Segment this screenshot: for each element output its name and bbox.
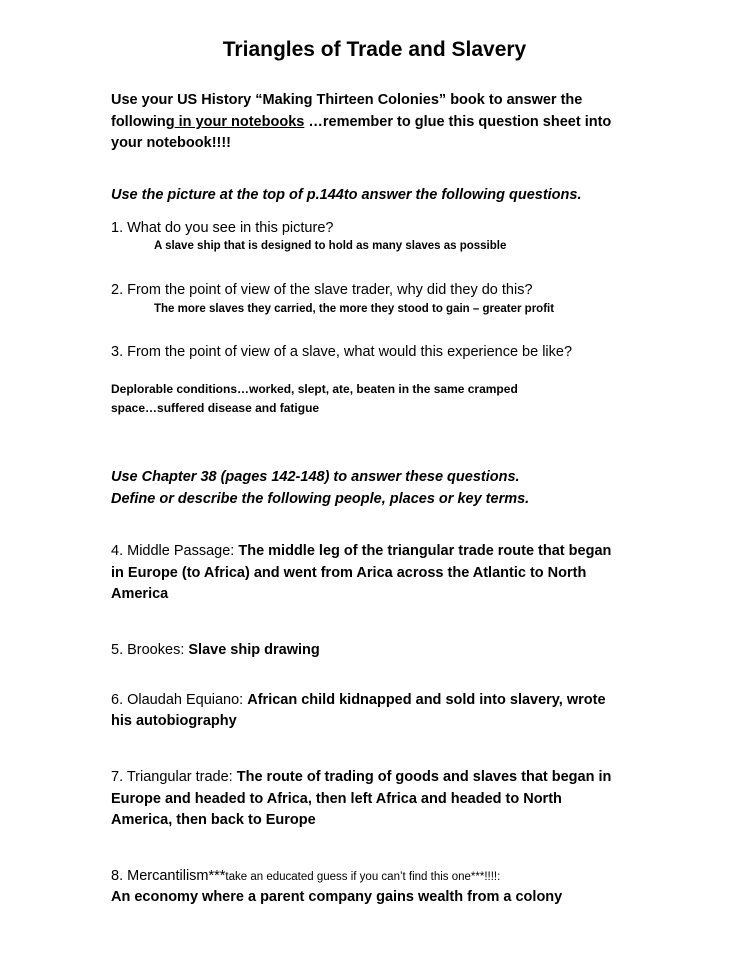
term-6-definition-line-1: African child kidnapped and sold into slavery, wrote <box>247 692 606 708</box>
intro-line-2-pre: following <box>111 114 175 130</box>
section2-heading-line-1: Use Chapter 38 (pages 142-148) to answer these questions. <box>111 469 520 485</box>
term-6-label: 6. Olaudah Equiano: <box>111 692 248 708</box>
term-5-label: 5. Brookes: <box>111 642 189 658</box>
intro-line-2 <box>111 114 611 130</box>
term-4-definition-line-2: in Europe (to Africa) and went from Arica across the Atlantic to North <box>111 565 587 581</box>
term-6 <box>111 692 606 708</box>
term-7 <box>111 769 611 785</box>
term-6-definition-line-2: his autobiography <box>111 713 237 729</box>
question-1: 1. What do you see in this picture? <box>111 220 334 236</box>
term-4-definition-line-1: The middle leg of the triangular trade route that began <box>238 543 612 559</box>
answer-3-line-2: space…suffered disease and fatigue <box>111 401 320 415</box>
term-4 <box>111 543 611 559</box>
term-7-definition-line-2: Europe and headed to Africa, then left Africa and headed to North <box>111 791 562 807</box>
term-8 <box>111 868 500 884</box>
term-7-label: 7. Triangular trade: <box>111 769 237 785</box>
term-8-note: take an educated guess if you can’t find this one***!!!!: <box>225 871 501 883</box>
question-2: 2. From the point of view of the slave trader, why did they do this? <box>111 282 533 298</box>
intro-underlined-phrase: in your notebooks <box>174 114 305 130</box>
answer-2: The more slaves they carried, the more they stood to gain – greater profit <box>154 303 555 315</box>
question-3: 3. From the point of view of a slave, what would this experience be like? <box>111 344 573 360</box>
intro-line-3: your notebook!!!! <box>111 135 232 151</box>
term-4-definition-line-3: America <box>111 586 169 602</box>
intro-line-2-post: …remember to glue this question sheet into <box>304 114 612 130</box>
answer-3-line-1: Deplorable conditions…worked, slept, ate, beaten in the same cramped <box>111 382 518 396</box>
answer-1: A slave ship that is designed to hold as many slaves as possible <box>154 240 507 252</box>
term-4-label: 4. Middle Passage: <box>111 543 239 559</box>
term-7-definition-line-1: The route of trading of goods and slaves that began in <box>236 769 612 785</box>
term-5-definition: Slave ship drawing <box>188 642 320 658</box>
section1-heading: Use the picture at the top of p.144to answer the following questions. <box>111 187 582 203</box>
term-7-definition-line-3: America, then back to Europe <box>111 812 316 828</box>
page-title: Triangles of Trade and Slavery <box>222 38 527 61</box>
section2-heading-line-2: Define or describe the following people, places or key terms. <box>111 491 530 507</box>
term-8-definition: An economy where a parent company gains wealth from a colony <box>111 889 563 905</box>
term-5 <box>111 642 320 658</box>
intro-line-1: Use your US History “Making Thirteen Colonies” book to answer the <box>111 92 583 108</box>
term-8-label: 8. Mercantilism*** <box>111 868 226 884</box>
